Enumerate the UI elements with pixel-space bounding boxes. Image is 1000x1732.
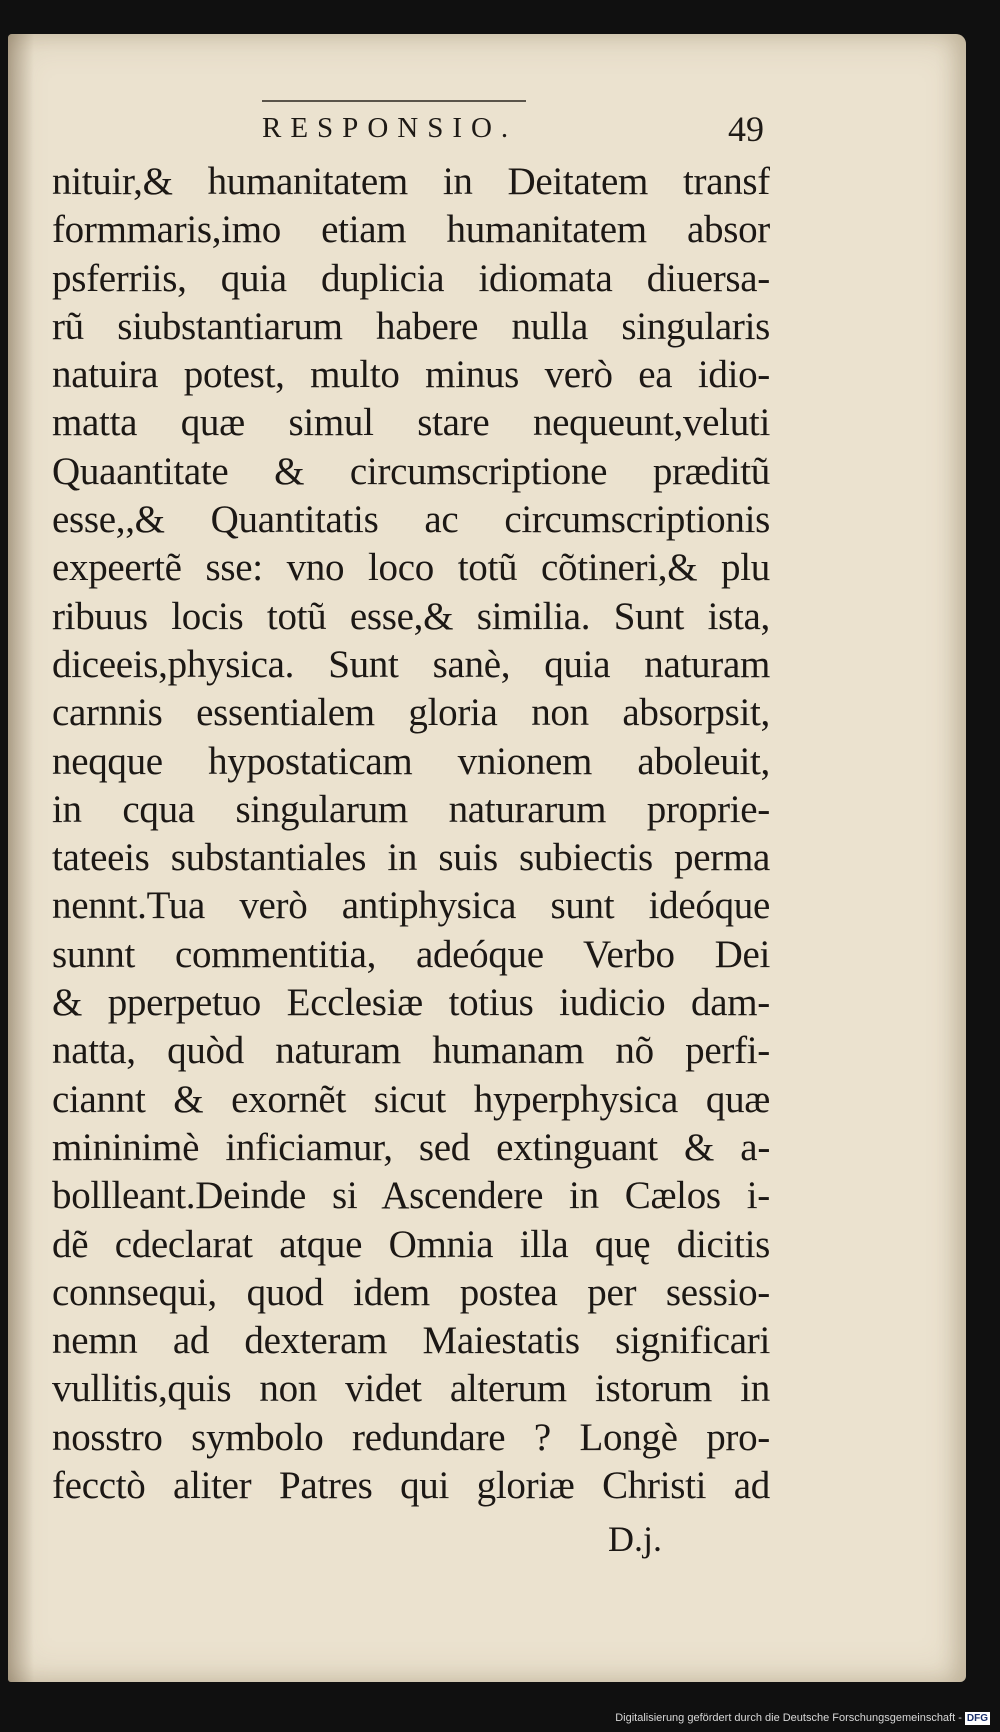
text-line: diceeis,physica. Sunt sanè, quia naturam (52, 642, 770, 686)
page-gutter-shadow (8, 34, 34, 1682)
text-line: formmaris,imo etiam humanitatem absor (52, 208, 770, 252)
text-line: nosstro symbolo redundare ? Longè pro- (52, 1415, 770, 1459)
text-line: neqque hypostaticam vnionem aboleuit, (52, 739, 770, 783)
page-number: 49 (728, 109, 764, 149)
text-line: matta quæ simul stare nequeunt,veluti (52, 401, 770, 445)
text-line: esse,,& Quantitatis ac circumscriptionis (52, 498, 770, 542)
text-line: bollleant.Deinde si Ascendere in Cælos i- (52, 1174, 770, 1218)
text-line: natuira potest, multo minus verò ea idio- (52, 353, 770, 397)
text-line: rũ siubstantiarum habere nulla singularis (52, 304, 770, 348)
signature-mark: D.j. (608, 1519, 662, 1559)
digitization-credit (615, 1712, 990, 1725)
running-title: RESPONSIO. (262, 112, 518, 144)
text-line: fecctò aliter Patres qui gloriæ Christi ad (52, 1464, 770, 1508)
dfg-logo: DFG (966, 1713, 988, 1724)
text-line: carnnis essentialem gloria non absorpsit, (52, 691, 770, 735)
running-head (52, 109, 764, 152)
text-line: & pperpetuo Ecclesiæ totius iudicio dam- (52, 981, 770, 1025)
text-line: in cqua singularum naturarum proprie- (52, 787, 770, 831)
text-line: nemn ad dexteram Maiestatis significari (52, 1319, 770, 1363)
text-line: Quaantitate & circumscriptione præditũ (52, 449, 770, 493)
text-line: nituir,& humanitatem in Deitatem transf (52, 160, 770, 203)
text-line: connsequi, quod idem postea per sessio- (52, 1270, 770, 1314)
text-line: ciannt & exornẽt sicut hyperphysica quæ (52, 1077, 770, 1121)
text-line: ribuus locis totũ esse,& similia. Sunt ista, (52, 594, 770, 638)
text-line: natta, quòd naturam humanam nõ perfi- (52, 1029, 770, 1073)
body-text (52, 158, 770, 1510)
text-line: vullitis,quis non videt alterum istorum in (52, 1367, 770, 1411)
text-line: psferriis, quia duplicia idiomata diuersa- (52, 256, 770, 300)
text-line: nennt.Tua verò antiphysica sunt ideóque (52, 884, 770, 928)
credit-text: Digitalisierung gefördert durch die Deutsche Forschungsgemeinschaft - (615, 1712, 962, 1724)
text-line: expeertẽ sse: vno loco totũ cõtineri,& plu (52, 546, 770, 590)
text-line: sunnt commentitia, adeóque Verbo Dei (52, 932, 770, 976)
text-line: tateeis substantiales in suis subiectis perma (52, 836, 770, 880)
text-line: dẽ cdeclarat atque Omnia illa quę dicitis (52, 1222, 770, 1266)
running-head-rule (262, 100, 526, 102)
text-line: mininimè inficiamur, sed extinguant & a- (52, 1125, 770, 1169)
